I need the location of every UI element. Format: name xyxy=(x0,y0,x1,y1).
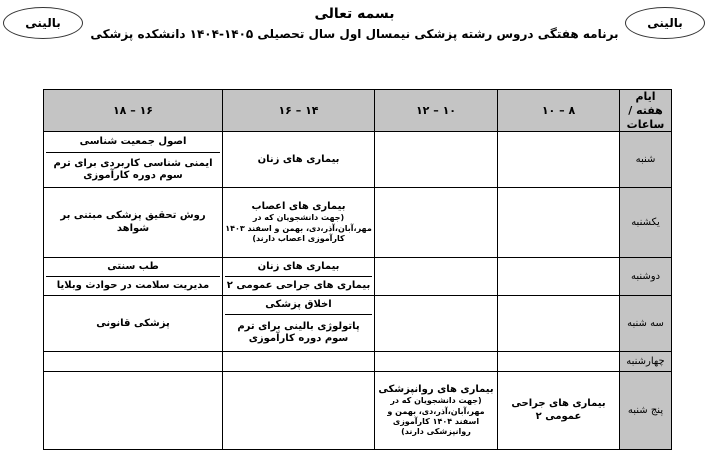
empty-cell xyxy=(375,352,498,372)
empty-cell xyxy=(498,352,620,372)
course-cell-split xyxy=(223,296,375,352)
course-item: اخلاق پزشکی xyxy=(265,299,332,310)
course-item: ایمنی شناسی کاربردی برای ترم سوم دوره کارآموزی xyxy=(46,152,220,187)
empty-cell xyxy=(498,296,620,352)
course-item: طب سنتی xyxy=(107,261,159,272)
empty-cell xyxy=(375,296,498,352)
page-subtitle: برنامه هفتگی دروس رشته پزشکی نیمسال اول سال تحصیلی ۱۴۰۵-۱۴۰۴ دانشکده پزشکی xyxy=(90,27,619,41)
course-cell: بیماری های زنان xyxy=(223,132,375,188)
table-row-wednesday xyxy=(44,352,672,372)
page-header xyxy=(0,0,709,86)
corner-header: ایام هفته / ساعات xyxy=(620,90,672,132)
empty-cell xyxy=(498,258,620,296)
day-monday: دوشنبه xyxy=(620,258,672,296)
day-saturday: شنبه xyxy=(620,132,672,188)
empty-cell xyxy=(498,132,620,188)
empty-cell xyxy=(223,352,375,372)
course-cell xyxy=(223,188,375,258)
empty-cell xyxy=(223,372,375,450)
day-wednesday: چهارشنبه xyxy=(620,352,672,372)
empty-cell xyxy=(44,372,223,450)
slot-header-8-10: ۸ – ۱۰ xyxy=(498,90,620,132)
course-item: بیماری های زنان xyxy=(257,261,340,272)
course-note: (جهت دانشجویان که در مهر،آبان،آذر،دی، بهمن و اسفند ۱۴۰۳ کارآموزی اعصاب دارند) xyxy=(225,213,372,244)
course-item: اصول جمعیت شناسی xyxy=(79,136,187,147)
clinical-badge-right: بالینی xyxy=(625,7,705,39)
course-note: (جهت دانشجویان که در مهر،آبان،آذر،دی، بهمن و اسفند ۱۴۰۴ کارآموزی روانپزشکی دارند) xyxy=(387,396,485,437)
day-thursday: پنج شنبه xyxy=(620,372,672,450)
empty-cell xyxy=(375,188,498,258)
empty-cell xyxy=(375,258,498,296)
empty-cell xyxy=(375,132,498,188)
table-row-thursday xyxy=(44,372,672,450)
table-row-monday xyxy=(44,258,672,296)
course-cell-split xyxy=(44,132,223,188)
course-item: بیماری های جراحی عمومی ۲ xyxy=(225,276,372,295)
course-item: مدیریت سلامت در حوادث وبلایا xyxy=(46,276,220,295)
course-title: بیماری های روانپزشکی xyxy=(378,383,494,395)
day-sunday: یکشنبه xyxy=(620,188,672,258)
page-title: بسمه تعالی xyxy=(314,6,395,22)
slot-header-10-12: ۱۰ – ۱۲ xyxy=(375,90,498,132)
table-row-sunday xyxy=(44,188,672,258)
table-row-tuesday xyxy=(44,296,672,352)
clinical-badge-left: بالینی xyxy=(3,7,83,39)
empty-cell xyxy=(498,188,620,258)
course-cell xyxy=(375,372,498,450)
course-item: پاتولوژی بالینی برای ترم سوم دوره کارآموزی xyxy=(225,314,372,351)
course-cell: روش تحقیق پزشکی مبتنی بر شواهد xyxy=(44,188,223,258)
course-cell: بیماری های جراحی عمومی ۲ xyxy=(498,372,620,450)
slot-header-14-16: ۱۴ – ۱۶ xyxy=(223,90,375,132)
day-tuesday: سه شنبه xyxy=(620,296,672,352)
course-title: بیماری های اعصاب xyxy=(251,200,346,212)
course-cell: پزشکی قانونی xyxy=(44,296,223,352)
empty-cell xyxy=(44,352,223,372)
table-row-saturday xyxy=(44,132,672,188)
slot-header-16-18: ۱۶ – ۱۸ xyxy=(44,90,223,132)
course-cell-split xyxy=(44,258,223,296)
weekly-schedule-table xyxy=(43,89,672,450)
course-cell-split xyxy=(223,258,375,296)
table-header-row xyxy=(44,90,672,132)
